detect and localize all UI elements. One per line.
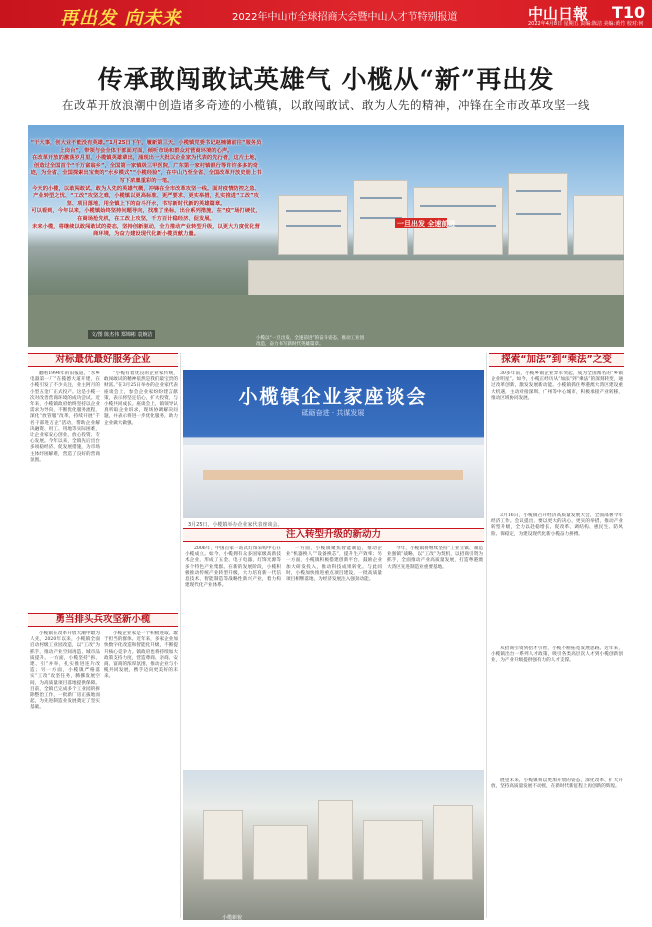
masthead-logo: 中山日報 [528, 5, 589, 23]
banner-slogan: 再出发 向未来 [60, 8, 182, 29]
intro-text [30, 140, 262, 239]
byline: 文/图 陈杰伟 郑锦彬 袁婉洁 [88, 330, 155, 339]
page-number: T10 [612, 3, 646, 22]
column-divider [180, 353, 181, 918]
article-column: “小榄有着优良的企业家传统，敢闯敢试的精神依然是我们最宝贵的财富。”在3月25日举办的企业家代表座谈会上，参会企业家纷纷建言献策，表示将坚定信心，扩大投资，与小榄共同成长。座谈会上，镇领导认真听取企业诉求，现场协调解决问题，并表示将进一步优化服务，助力企业做大做强。 [104, 371, 178, 426]
hero-caption: 小榄以“一旦出发，全速前进”的奋斗姿态，推动工业园改造，奋力书写新时代英雄篇章。 [256, 336, 365, 347]
intro-paragraph: 在改革开放的激荡岁月里，小榄镇英雄辈出，涌现出一大批以企业家为代表的先行者，这片土地，创造过全国首个“千万富翁乡”，全国第一家镇级三甲医院，广东第一家村镇银行等许许多多的奇迹，为全省、全国探索出宝贵的“水乡模式”“小榄经验”，在中山乃至全省、全国改革开放史册上书写下浓墨重彩的一笔。 [30, 155, 262, 184]
banner-subtitle: 2022年中山市全球招商大会暨中山人才节特别报道 [232, 12, 458, 23]
intro-paragraph: 未来小榄，将继续以敢闯敢试的姿态，坚持创新驱动，全力推动产业转型升级，以更大力度优化营商环境，为奋力建设现代化新小榄贡献力量。 [32, 223, 260, 238]
article-column: 今年，小榄镇将继续坚持“工业立镇、制造业强镇”战略，以“工改”为契机，以招商引资为抓手，全面推动产业高质量发展，打造粤港澳大湾区先进制造业重要基地。 [387, 546, 483, 570]
section-title-left-bottom: 勇当排头兵攻坚新小榄 [28, 613, 178, 627]
article-column: 翻看1994年的旧报道，“水乡电器第一厂”在揽德大道开建，在小榄引发了不少关注，业主阿月的小型五金厂正式投产。这是小榄一次对改善营商环境的成功尝试。近年来，小榄镇政府始终坚持以企业需求为导向，不断优化服务流程，深化“放管服”改革，持续开展“千名干部进万企”活动，帮助企业解决融资、用工、用地等实际困难，让企业家安心创业、放心投资、专心发展。今年以来，全镇先后出台多项稳经济、促发展措施，为市场主体纾困解难，营造了良好的营商氛围。 [30, 371, 100, 463]
section-title-left-top: 对标最优最好服务企业 [28, 353, 178, 367]
article-column: 小榄企业家是一个积极进取、敢于担当的群体。近年来，多家企业加快数字化改造和智能化升级，不断提升核心竞争力。镇政府也将持续加大政策支持力度，营造尊商、亲商、安商、富商的浓厚氛围，推动企业与小榄共同发展，携手迈向更美好的未来。 [104, 631, 178, 680]
article-column: 30多年前，小榄乡镇企业异军突起，成为全国闻名的“乡镇企业明星”。如今，小榄正经历从“加法”到“乘法”的深刻转变，通过改革创新，激发发展新动能。小榄镇抓住粤港澳大湾区建设重大机遇，主动对接深圳、广州等中心城市，积极承接产业转移，推动区域协同发展。 [491, 371, 623, 401]
date-line: 2022年4月8日 星期五 责编:陈洁 美编:黄竹 校对:何月 [528, 21, 644, 34]
page-headline: 传承敢闯敢试英雄气 小榄从“新”再出发 [97, 65, 555, 94]
column-divider [486, 353, 487, 918]
intro-paragraph: 今天的小榄，以敢闯敢试、敢为人先的英雄气概，冲锋在全市改革攻坚一线。面对疫情防控之急、产业转型之忧、“工改”攻坚之难，小榄镇以更高标准、更严要求、更实举措，扎实推进“工改”攻坚、项目落地，用全镇上下的奋斗汗水，书写新时代新的英雄篇章。 [32, 185, 260, 207]
article-column [489, 860, 490, 861]
article-column: 展望未来，小榄镇将以更加开放的姿态，深化改革、扩大开放，坚持高质量发展不动摇，在新时代新征程上再创新的辉煌。 [491, 778, 623, 790]
article-column: 小榄镇在改革开放大潮中敢为人先，2020年以来，小榄镇全面启动村级工业园改造，以“工改”为抓手，推动产业空间再造、城市品质提升。一方面，小榄坚持“拆、建、引”并举，扎实推进连片改造；另一方面，小榄镇严格落实“工改”攻坚任务，腾挪发展空间，为高质量项目落地提供保障。目前，全镇已完成多个工业园的拆除整治工作，一批新厂房正拔地而起，为先进制造业发展奠定了坚实基础。 [30, 631, 100, 711]
meeting-banner-title: 小榄镇企业家座谈会 [238, 386, 428, 408]
page-subheadline: 在改革开放浪潮中创造诸多奇迹的小榄镇，以敢闯敢试、敢为人先的精神，冲锋在全市改革攻坚一线 [62, 98, 590, 112]
meeting-banner-subtitle: 砥砺奋进 · 共谋发展 [301, 409, 365, 417]
section-title-right: 探索“加法”到“乘法”之变 [489, 353, 624, 367]
intro-paragraph: “干大事，创大业不能没有英雄。”1月25日下午，履新第三天，小榄镇党委书记赵楠德前往“服务员上岗台”，带领与会全体干部面对面，倾听市场和群众对营商环境的心声。 [30, 140, 262, 154]
town-photo-caption: 小榄新貌 [222, 915, 243, 921]
article-column: 从招商引资到招才引智，小榄不断拓宽发展思路。近年来，小榄镇出台一系列人才政策，吸引各类高层次人才到小榄创新创业，为产业升级提供强有力的人才支撑。 [491, 646, 623, 664]
article-column: 一方面，小榄镇聚焦智能制造，推动企业“机器换人”“设备换芯”，提升生产效率；另一方面，小榄镇积极搭建创新平台，鼓励企业加大研发投入，推动科技成果转化。与此同时，小榄加快推进重点项目建设，一批高质量项目相继落地，为经济发展注入强劲动能。 [286, 546, 382, 583]
article-column: 3月16日，小榄镇召开经济高质量发展大会，全面部署今年经济工作。会议提出，要以更大的决心、更实的举措，推动产业转型升级，全力以赴稳增长、促改革、调结构、惠民生、防风险、保稳定，为建设现代化新小榄奋力拼搏。 [491, 513, 623, 537]
town-aerial-photo [183, 770, 484, 920]
article-column: 2006年，中国首家一站式灯饰采购中心在小榄成立。如今，小榄拥有众多国家级高新技术企业，形成了五金、电子电器、灯饰光源等多个特色产业集群。在新的发展阶段，小榄积极推动传统产业转型升级，大力培育新一代信息技术、智能制造等战略性新兴产业，着力构建现代化产业体系。 [185, 546, 281, 589]
hero-sign-text: 一旦出发 全速前进 [397, 220, 456, 228]
intro-paragraph: 可以看到，今年以来，小榄镇始终坚持问题导向，找准了坐标，出台系列措施，在“疫”场打硬仗，在商场抢先机，在工改上攻坚，千方百计稳经济、促发展。 [31, 208, 261, 222]
section-title-center: 注入转型升级的新动力 [183, 528, 484, 542]
meeting-photo-caption: 3月25日，小榄镇举办企业家代表座谈会。 [188, 522, 283, 528]
